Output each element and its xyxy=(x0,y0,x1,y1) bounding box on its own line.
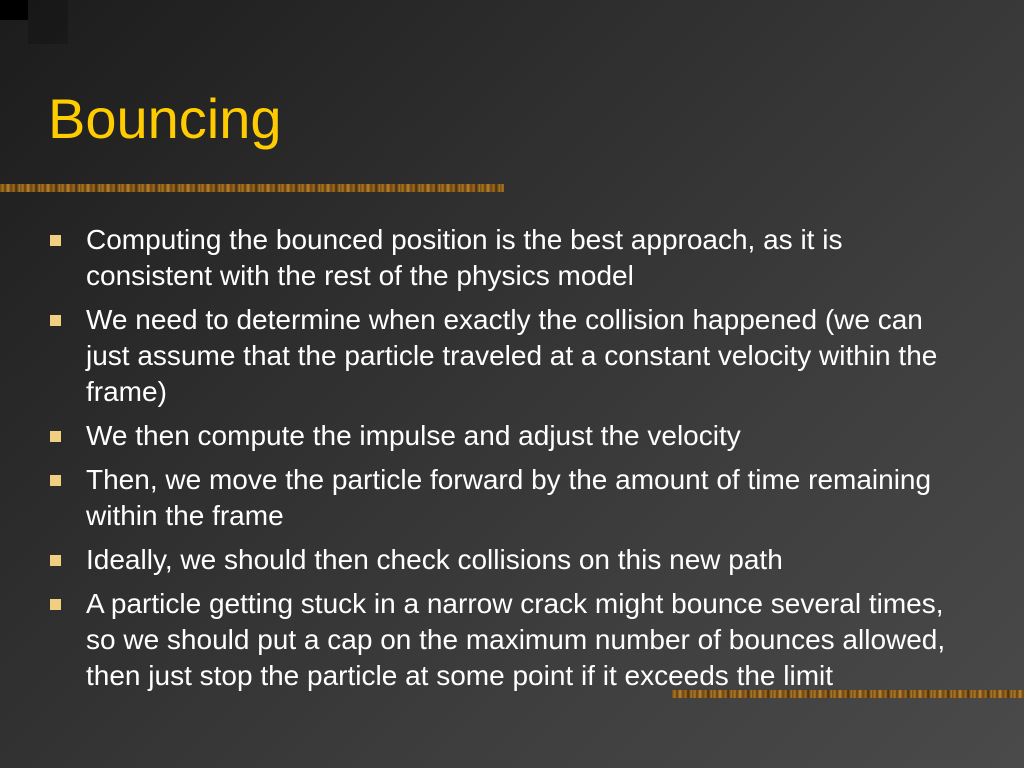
corner-decoration xyxy=(0,0,28,20)
bullet-item xyxy=(48,462,948,534)
bullet-text: We need to determine when exactly the collision happened (we can just assume that the particle traveled at a constant velocity within the frame) xyxy=(86,304,938,407)
square-bullet-icon xyxy=(50,235,61,246)
bullet-item xyxy=(48,542,948,578)
square-bullet-icon xyxy=(50,431,61,442)
bullet-text: Then, we move the particle forward by the amount of time remaining within the frame xyxy=(86,464,932,531)
bullet-text: We then compute the impulse and adjust the velocity xyxy=(86,420,741,451)
bullet-list xyxy=(48,222,948,702)
bullet-item xyxy=(48,222,948,294)
bullet-text: A particle getting stuck in a narrow crack might bounce several times, so we should put a cap on the maximum number of bounces allowed, then just stop the particle at some point if it exceeds the limit xyxy=(86,588,946,691)
bullet-text: Computing the bounced position is the best approach, as it is consistent with the rest of the physics model xyxy=(86,224,843,291)
bullet-item xyxy=(48,586,948,694)
square-bullet-icon xyxy=(50,315,61,326)
slide-title: Bouncing xyxy=(48,87,282,150)
decorative-band-top xyxy=(0,184,504,192)
square-bullet-icon xyxy=(50,599,61,610)
square-bullet-icon xyxy=(50,555,61,566)
square-bullet-icon xyxy=(50,475,61,486)
bullet-item xyxy=(48,302,948,410)
bullet-text: Ideally, we should then check collisions on this new path xyxy=(86,544,783,575)
bullet-item xyxy=(48,418,948,454)
